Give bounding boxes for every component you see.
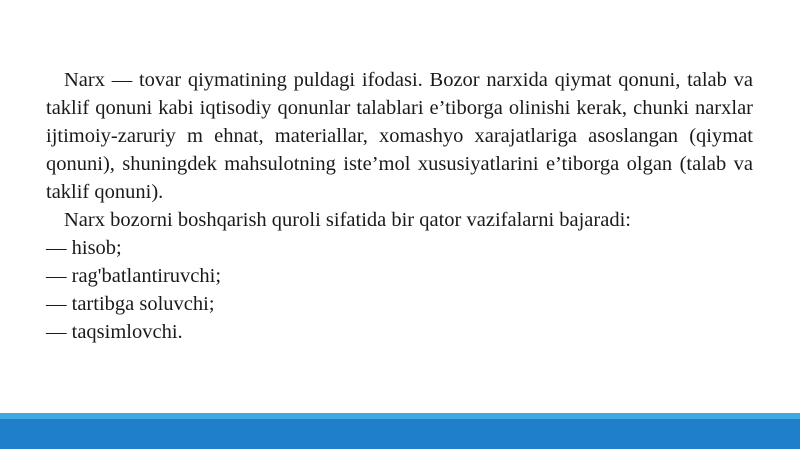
list-item-tartibga-soluvchi: — tartibga soluvchi; [46,293,215,315]
list-item-taqsimlovchi: — taqsimlovchi. [46,321,183,343]
list-item-hisob: — hisob; [46,237,122,259]
paragraph-definition: Narx — tovar qiymatining puldagi ifodasi. Bozor narxida qiymat qonuni, talab va taklif qonuni kabi iqtisodiy qonunlar talablari e’tiborga olinishi kerak, chunki narxlar ijtimoiy-zaruriy m ehnat, materiallar, xomashyo xarajatlariga asoslangan (qiymat qonuni), shuningdek mahsulotning iste’mol xususiyatlarini e’tiborga olgan (talab va taklif qonuni). [46,69,753,203]
paragraph-functions-intro: Narx bozorni boshqarish quroli sifatida bir qator vazifalarni bajaradi: [64,209,631,231]
slide-text-body [46,66,753,346]
list-item-ragbatlantiruvchi: — rag'batlantiruvchi; [46,265,222,287]
footer-bar [0,419,800,449]
